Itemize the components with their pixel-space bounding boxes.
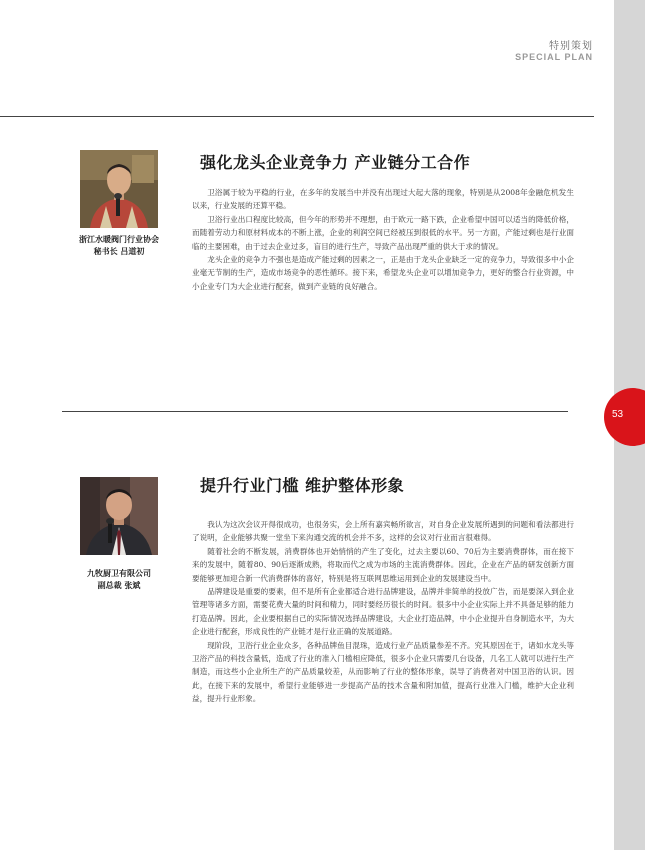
section-label-cn: 特别策划 [549,41,593,52]
article-title-1: 强化龙头企业竞争力 产业链分工合作 [200,153,471,172]
person-role: 秘书长 吕道初 [93,247,145,256]
paragraph: 卫浴行业出口程度比较高，但今年的形势并不理想，由于欧元一路下跌，企业希望中国可以适当的降低价格，而随着劳动力和原材料成本的不断上涨，企业的利润空间已经被压到很低的水平。另一方面，产能过剩也是行业面临的主要困难，由于过去企业过多，盲目的进行生产，导致产品出现严重的供大于求的情况。 [192,214,574,251]
person-org: 九牧厨卫有限公司 [87,569,151,578]
portrait-photo-1 [80,150,158,228]
person-role: 副总裁 张斌 [97,581,141,590]
person-org: 浙江水暖阀门行业协会 [79,235,159,244]
divider-top [0,116,594,117]
person-caption-2 [58,568,180,592]
person-caption-1 [58,234,180,258]
page-number: 53 [612,409,624,420]
paragraph: 龙头企业的竞争力不强也是造成产能过剩的因素之一，正是由于龙头企业缺乏一定的竞争力，导致很多中小企业毫无节制的生产，造成市场竞争的恶性循环。接下来，希望龙头企业可以增加竞争力，更好的整合行业资源，中小企业专门为大企业进行配套，做到产业链的良好融合。 [192,255,574,291]
article-body-2 [192,518,574,706]
paragraph: 卫浴属于较为平稳的行业，在多年的发展当中并没有出现过大起大落的现象，特别是从2008年金融危机发生以来，行业发展的还算平稳。 [192,188,574,211]
article-title-2: 提升行业门槛 维护整体形象 [200,476,405,495]
page-number-tab [604,388,645,446]
divider-middle [62,411,568,412]
article-body-1 [192,186,574,293]
section-label-en: SPECIAL PLAN [515,52,593,62]
portrait-photo-2 [80,477,158,555]
paragraph: 我认为这次会议开得很成功，也很务实，会上所有嘉宾畅所欲言，对自身企业发展所遇到的问题和看法都进行了说明，企业能够共聚一堂坐下来沟通交流的机会并不多，这样的会议对行业而言很难得。 [192,520,574,543]
paragraph: 随着社会的不断发展，消费群体也开始悄悄的产生了变化，过去主要以60、70后为主要消费群体，而在接下来的发展中，随着80、90后逐渐成熟，将取而代之成为市场的主流消费群体。因此，企业在产品的研发创新方面要能够更加迎合新一代消费群体的喜好，特别是将互联网思维运用到企业的发展建设当中。 [192,546,574,583]
paragraph: 品牌建设是重要的要素，但不是所有企业都适合进行品牌建设，品牌并非简单的投放广告，而是要深入到企业管理等诸多方面，需要花费大量的时间和精力，同时要经历很长的时间。很多中小企业实际上并不具备足够的能力打造品牌。因此，企业要根据自己的实际情况选择品牌建设，大企业打造品牌，中小企业提升自身制造水平，为大企业进行配套，形成良性的产业链才是行业正确的发展道路。 [192,587,574,637]
paragraph: 现阶段，卫浴行业企业众多，各种品牌鱼目混珠，造成行业产品质量参差不齐。究其原因在于，诸如水龙头等卫浴产品的科技含量低，造成了行业的准入门槛相应降低，很多小企业只需要几台设备，几名工人就可以进行生产制造，而这些小企业所生产的产品质量较差，从而影响了行业的整体形象，误导了消费者对中国卫浴的认识。因此，在接下来的发展中，希望行业能够进一步提高产品的技术含量和附加值，提高行业准入门槛，维护大企业利益，提升行业形象。 [192,640,574,704]
